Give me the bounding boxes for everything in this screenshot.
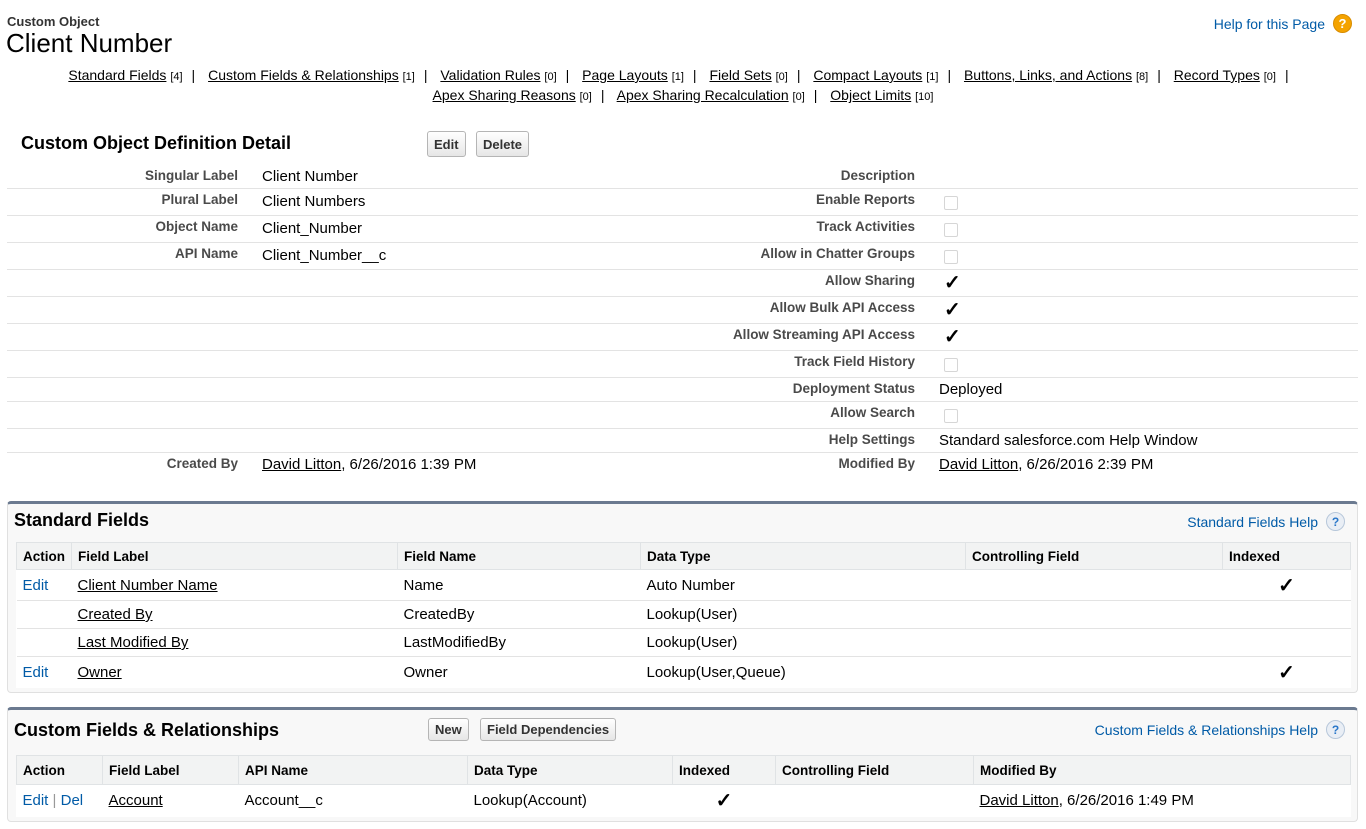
created-by-value [262,456,476,473]
nav-separator: | [947,67,952,83]
nav-count: [0] [544,71,557,83]
nav-count: [0] [579,91,592,103]
track-activities-checkbox [944,223,958,237]
field-value: Client_Number [262,220,363,237]
column-header: Indexed [673,756,776,785]
column-header: Field Label [72,543,398,570]
indexed-check-icon: ✓ [715,790,733,813]
indexed-check-icon: ✓ [1278,661,1295,684]
detail-row [7,297,1358,324]
help-icon[interactable]: ? [1333,14,1352,33]
custom-fields-section [7,707,1358,822]
standard-fields-section [7,501,1358,693]
table-row [17,601,1351,629]
modified-by-user-link[interactable]: David Litton [939,456,1019,473]
nav-count: [1] [926,71,939,83]
modified-by-user-link[interactable]: David Litton [979,792,1059,810]
table-row [17,785,1351,817]
deployment-status-value: Deployed [939,381,1003,398]
nav-count: [0] [792,91,805,103]
nav-page-layouts[interactable]: Page Layouts [582,67,668,83]
field-name: CreatedBy [398,601,641,629]
nav-count: [1] [402,71,415,83]
nav-validation-rules[interactable]: Validation Rules [440,67,541,83]
track-field-history-checkbox [944,358,958,372]
column-header: Indexed [1223,543,1351,570]
nav-separator: | [1157,67,1161,83]
custom-fields-help-link[interactable] [1095,720,1345,739]
detail-row [7,378,1358,402]
detail-row [7,453,1358,479]
field-name: Name [398,570,641,601]
modified-date: , 6/26/2016 2:39 PM [1018,456,1154,473]
nav-separator: | [600,87,605,103]
field-label-link[interactable]: Account [108,792,163,810]
field-label: Allow Streaming API Access [732,327,915,342]
nav-separator: | [423,67,428,83]
edit-link[interactable]: Edit [22,792,49,810]
column-header: Data Type [468,756,673,785]
data-type: Auto Number [641,570,966,601]
field-label: Modified By [838,456,915,471]
field-value: Client Numbers [262,193,366,210]
field-label: Allow Search [830,405,915,420]
detail-row [7,270,1358,297]
standard-fields-help-link[interactable] [1187,512,1345,531]
detail-row [7,243,1358,270]
chatter-groups-checkbox [944,250,958,264]
nav-separator: | [191,67,196,83]
field-label: Created By [166,456,238,471]
help-for-page-label: Help for this Page [1213,15,1325,32]
nav-compact-layouts[interactable]: Compact Layouts [813,67,923,83]
detail-row [7,429,1358,453]
field-label: Allow Bulk API Access [769,300,915,315]
field-name: Owner [403,663,448,681]
custom-fields-help-label: Custom Fields & Relationships Help [1094,721,1318,738]
field-label-link[interactable]: Client Number Name [77,576,218,594]
nav-count: [8] [1135,71,1149,83]
data-type: Lookup(User,Queue) [646,663,786,681]
table-row [17,657,1351,688]
field-label: Track Field History [794,354,915,369]
column-header: Field Label [103,756,239,785]
help-icon[interactable]: ? [1326,512,1345,531]
indexed-check-icon: ✓ [1223,570,1351,601]
modified-by-value [939,456,1153,473]
field-dependencies-button[interactable]: Field Dependencies [480,718,616,741]
nav-separator: | [692,67,697,83]
field-label: Object Name [155,219,238,234]
field-label-link[interactable]: Last Modified By [77,634,189,651]
nav-separator: | [1284,67,1289,83]
nav-field-sets[interactable]: Field Sets [709,67,772,83]
nav-count: [0] [775,71,788,83]
custom-fields-table [16,755,1351,817]
nav-separator: | [565,67,570,83]
created-date: , 6/26/2016 1:39 PM [341,456,477,473]
column-header: Action [17,543,72,570]
created-by-user-link[interactable]: David Litton [262,456,342,473]
nav-object-limits[interactable]: Object Limits [830,87,912,103]
check-mark-icon: ✓ [944,299,961,321]
nav-count: [0] [1263,71,1276,83]
detail-row [7,189,1358,216]
allow-search-checkbox [944,409,958,423]
field-name: LastModifiedBy [398,629,641,657]
check-mark-icon: ✓ [944,326,961,348]
help-for-page-link[interactable] [1214,14,1352,33]
controlling-field [966,629,1223,657]
related-links-row-1 [30,65,1336,87]
field-label: Enable Reports [815,192,915,207]
edit-link[interactable]: Edit [22,663,49,681]
new-button[interactable]: New [428,718,469,741]
data-type: Lookup(User) [641,629,966,657]
detail-row [7,324,1358,351]
check-mark-icon: ✓ [944,272,961,294]
nav-count: [1] [671,71,684,83]
column-header: Modified By [974,756,1351,785]
field-label: API Name [174,246,238,261]
standard-fields-title: Standard Fields [14,510,150,530]
nav-apex-sharing-reasons[interactable]: Apex Sharing Reasons [432,87,576,103]
nav-separator: | [796,67,801,83]
detail-row [7,164,1358,189]
detail-row [7,216,1358,243]
column-header: Controlling Field [966,543,1223,570]
column-header: Field Name [398,543,641,570]
nav-count: [10] [915,91,934,103]
page-type: Custom Object [7,14,100,29]
related-links-row-2 [30,85,1336,107]
table-row [17,629,1351,657]
data-type: Lookup(User) [641,601,966,629]
field-label: Plural Label [161,192,238,207]
field-label: Deployment Status [792,381,915,396]
field-label: Track Activities [816,219,915,234]
field-value: Client Number [262,168,358,185]
field-value: Client_Number__c [262,247,387,264]
field-label: Singular Label [144,168,238,183]
delete-link[interactable]: Del [60,792,84,810]
detail-section-title: Custom Object Definition Detail [21,133,292,153]
delete-button[interactable]: Delete [476,131,529,157]
field-label: Description [840,168,915,183]
page-title: Client Number [6,28,173,58]
field-label-link[interactable]: Owner [77,663,122,681]
field-label: Allow Sharing [824,273,915,288]
detail-row [7,351,1358,378]
edit-link[interactable]: Edit [22,576,49,594]
field-label: Help Settings [828,432,915,447]
action-separator: | [52,792,57,810]
help-icon[interactable]: ? [1326,720,1345,739]
column-header: Data Type [641,543,966,570]
custom-fields-title: Custom Fields & Relationships [14,720,280,740]
help-settings-value: Standard salesforce.com Help Window [939,432,1198,449]
enable-reports-checkbox [944,196,958,210]
table-row [17,570,1351,601]
controlling-field [776,785,974,817]
nav-buttons-links-actions[interactable]: Buttons, Links, and Actions [963,67,1133,83]
column-header: Action [17,756,103,785]
modified-date: , 6/26/2016 1:49 PM [1058,792,1194,810]
nav-custom-fields[interactable]: Custom Fields & Relationships [208,67,399,83]
standard-fields-table [16,542,1351,688]
nav-count: [4] [170,71,183,83]
standard-fields-help-label: Standard Fields Help [1187,513,1318,530]
nav-apex-sharing-recalc[interactable]: Apex Sharing Recalculation [616,87,789,103]
column-header: API Name [239,756,468,785]
api-name: Account__c [244,792,323,810]
detail-row [7,402,1358,429]
nav-record-types[interactable]: Record Types [1173,67,1260,83]
edit-button[interactable]: Edit [427,131,466,157]
field-label: Allow in Chatter Groups [760,246,915,261]
controlling-field [966,657,1223,688]
controlling-field [966,570,1223,601]
controlling-field [966,601,1223,629]
data-type: Lookup(Account) [473,792,587,810]
field-label-link[interactable]: Created By [77,606,153,623]
nav-separator: | [813,87,818,103]
nav-standard-fields[interactable]: Standard Fields [68,67,167,83]
column-header: Controlling Field [776,756,974,785]
